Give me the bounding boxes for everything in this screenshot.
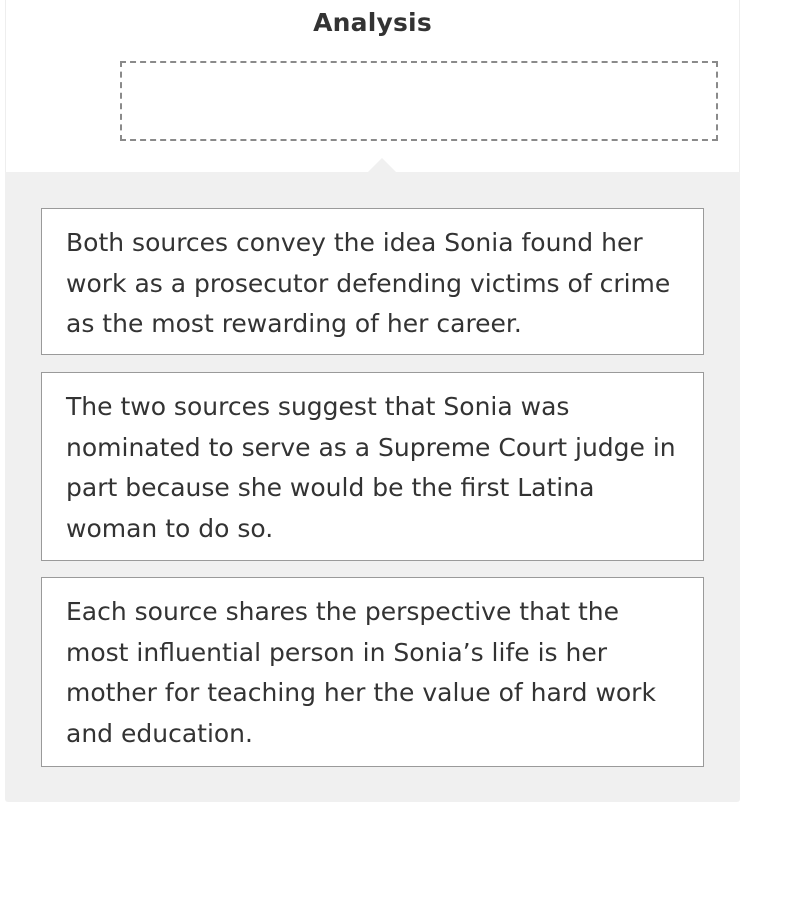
analysis-drop-zone[interactable] (120, 61, 718, 141)
analysis-target-panel (5, 0, 740, 172)
answer-option-card[interactable]: Each source shares the perspective that the most influential person in Sonia’s life is her mother for teaching her the value of hard work and education. (41, 577, 704, 767)
answer-option-card[interactable]: The two sources suggest that Sonia was nominated to serve as a Supreme Court judge in part because she would be the first Latina woman to do so. (41, 372, 704, 561)
answer-options-panel (5, 172, 740, 802)
answer-option-card[interactable]: Both sources convey the idea Sonia found her work as a prosecutor defending victims of crime as the most rewarding of her career. (41, 208, 704, 355)
panel-pointer-arrow (368, 158, 396, 172)
analysis-heading: Analysis (313, 8, 432, 37)
